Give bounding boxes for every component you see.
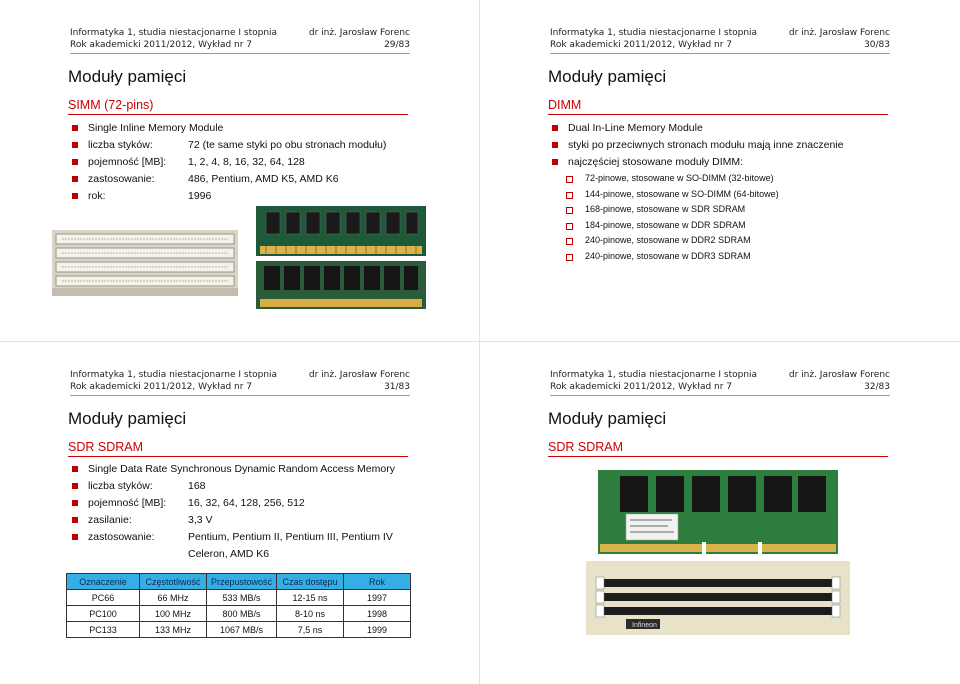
slide-header [70, 27, 410, 54]
list-item: rok: 1996 [72, 188, 386, 205]
subtitle-rule [548, 456, 888, 457]
author-name: dr inż. Jarosław Forenc [308, 370, 410, 380]
bullet-square-icon [72, 534, 78, 540]
table-row [67, 622, 411, 638]
table-cell: PC133 [67, 622, 140, 638]
table-cell: 1998 [344, 606, 411, 622]
table-cell: 1997 [344, 590, 411, 606]
bullet-square-icon [72, 500, 78, 506]
page-number: 30/83 [864, 40, 890, 50]
page-number: 32/83 [864, 382, 890, 392]
table-cell: 1999 [344, 622, 411, 638]
list-item: Dual In-Line Memory Module [552, 120, 843, 137]
list-item: pojemność [MB]: 16, 32, 64, 128, 256, 512 [72, 495, 395, 512]
academic-year: Rok akademicki 2011/2012, Wykład nr 7 [550, 382, 733, 392]
list-item: zasilanie: 3,3 V [72, 512, 395, 529]
slide-title: Moduły pamięci [548, 409, 667, 428]
sub-list-item: 72-pinowe, stosowane w SO-DIMM (32-bitowe) [566, 171, 843, 187]
chip-brand-label: Infineon [632, 622, 657, 629]
bullet-square-icon [72, 176, 78, 182]
sub-list-item: 184-pinowe, stosowane w DDR SDRAM [566, 218, 843, 234]
bullet-outline-square-icon [566, 254, 573, 261]
sub-list-item: 168-pinowe, stosowane w SDR SDRAM [566, 202, 843, 218]
subtitle-text: SDR SDRAM [68, 440, 144, 454]
table-cell: 533 MB/s [207, 590, 277, 606]
slide-31 [0, 342, 479, 683]
list-item: liczba styków: 168 [72, 478, 395, 495]
slide-title: Moduły pamięci [68, 409, 187, 428]
simm-slots-photo [52, 230, 238, 296]
sdram-module-photo [598, 470, 838, 554]
slide-title: Moduły pamięci [68, 67, 187, 86]
slide-header [550, 27, 890, 54]
simm-module-photo [256, 206, 426, 256]
slide-subtitle [68, 440, 408, 457]
bullet-square-icon [72, 517, 78, 523]
list-item: zastosowanie: 486, Pentium, AMD K5, AMD K6 [72, 171, 386, 188]
subtitle-rule [68, 114, 408, 115]
bullet-list [72, 461, 395, 563]
header-rule [70, 53, 410, 54]
table-cell: PC100 [67, 606, 140, 622]
table-cell: 1067 MB/s [207, 622, 277, 638]
header-rule [550, 395, 890, 396]
slide-subtitle [548, 440, 888, 457]
bullet-outline-square-icon [566, 238, 573, 245]
course-name: Informatyka 1, studia niestacjonarne I stopnia [550, 28, 758, 38]
list-item: styki po przeciwnych stronach modułu mają inne znaczenie [552, 137, 843, 154]
bullet-square-icon [72, 483, 78, 489]
dimm-slots-photo [586, 561, 850, 635]
table-header-cell: Częstotliwość [140, 574, 207, 590]
list-item: zastosowanie: Pentium, Pentium II, Pentium III, Pentium IV Celeron, AMD K6 [72, 529, 395, 563]
bullet-square-icon [552, 125, 558, 131]
bullet-square-icon [72, 125, 78, 131]
bullet-square-icon [552, 159, 558, 165]
list-item: liczba styków: 72 (te same styki po obu stronach modułu) [72, 137, 386, 154]
subtitle-text: SIMM (72-pins) [68, 98, 154, 112]
slide-29 [0, 0, 479, 341]
slide-header [70, 369, 410, 396]
simm-module-photo-2 [256, 261, 426, 309]
slide-subtitle [548, 98, 888, 115]
bullet-list [552, 120, 843, 264]
slide-30 [480, 0, 959, 341]
bullet-square-icon [72, 159, 78, 165]
bullet-square-icon [72, 193, 78, 199]
table-header-cell: Oznaczenie [67, 574, 140, 590]
subtitle-text: SDR SDRAM [548, 440, 624, 454]
author-name: dr inż. Jarosław Forenc [788, 28, 890, 38]
bullet-outline-square-icon [566, 207, 573, 214]
table-cell: 66 MHz [140, 590, 207, 606]
subtitle-rule [548, 114, 888, 115]
author-name: dr inż. Jarosław Forenc [788, 370, 890, 380]
sub-list-item: 144-pinowe, stosowane w SO-DIMM (64-bitowe) [566, 187, 843, 203]
bullet-square-icon [72, 466, 78, 472]
table-cell: 100 MHz [140, 606, 207, 622]
page-number: 31/83 [384, 382, 410, 392]
academic-year: Rok akademicki 2011/2012, Wykład nr 7 [550, 40, 733, 50]
subtitle-text: DIMM [548, 98, 582, 112]
table-cell: PC66 [67, 590, 140, 606]
table-header-cell: Czas dostępu [277, 574, 344, 590]
table-row [67, 590, 411, 606]
table-cell: 8-10 ns [277, 606, 344, 622]
bullet-square-icon [552, 142, 558, 148]
page-number: 29/83 [384, 40, 410, 50]
list-item: pojemność [MB]: 1, 2, 4, 8, 16, 32, 64, 128 [72, 154, 386, 171]
academic-year: Rok akademicki 2011/2012, Wykład nr 7 [70, 382, 253, 392]
table-header-cell: Przepustowość [207, 574, 277, 590]
bullet-square-icon [72, 142, 78, 148]
table-row [67, 606, 411, 622]
list-item: Single Data Rate Synchronous Dynamic Random Access Memory [72, 461, 395, 478]
sub-list-item: 240-pinowe, stosowane w DDR2 SDRAM [566, 233, 843, 249]
sub-list-item: 240-pinowe, stosowane w DDR3 SDRAM [566, 249, 843, 265]
slide-header [550, 369, 890, 396]
academic-year: Rok akademicki 2011/2012, Wykład nr 7 [70, 40, 253, 50]
sdram-spec-table [66, 573, 411, 638]
header-rule [550, 53, 890, 54]
table-cell: 12-15 ns [277, 590, 344, 606]
bullet-list [72, 120, 386, 205]
bullet-outline-square-icon [566, 192, 573, 199]
table-cell: 7,5 ns [277, 622, 344, 638]
slide-subtitle [68, 98, 408, 115]
bullet-outline-square-icon [566, 176, 573, 183]
bullet-outline-square-icon [566, 223, 573, 230]
course-name: Informatyka 1, studia niestacjonarne I stopnia [70, 370, 278, 380]
header-rule [70, 395, 410, 396]
table-header-row [67, 574, 411, 590]
list-item: Single Inline Memory Module [72, 120, 386, 137]
slide-32 [480, 342, 959, 683]
table-header-cell: Rok [344, 574, 411, 590]
list-item: najczęściej stosowane moduły DIMM: [552, 154, 843, 171]
author-name: dr inż. Jarosław Forenc [308, 28, 410, 38]
subtitle-rule [68, 456, 408, 457]
slide-title: Moduły pamięci [548, 67, 667, 86]
table-cell: 800 MB/s [207, 606, 277, 622]
course-name: Informatyka 1, studia niestacjonarne I stopnia [550, 370, 758, 380]
course-name: Informatyka 1, studia niestacjonarne I stopnia [70, 28, 278, 38]
table-cell: 133 MHz [140, 622, 207, 638]
